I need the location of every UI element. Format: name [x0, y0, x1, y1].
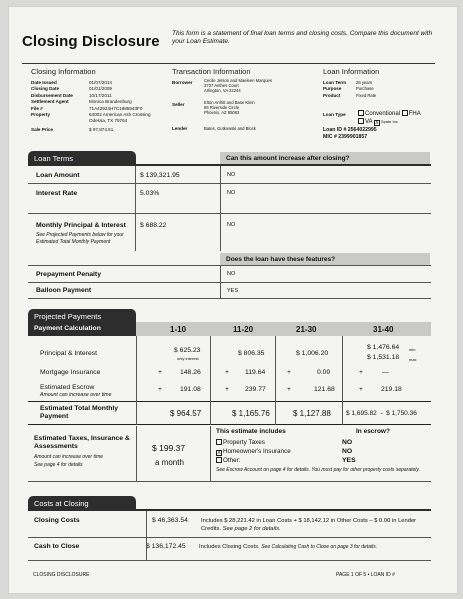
balloon-label: Balloon Payment: [36, 287, 92, 294]
prepayment-label: Prepayment Penalty: [36, 271, 101, 278]
row-divider: [28, 213, 431, 214]
footer-right: PAGE 1 OF 5 • LOAN ID #: [336, 572, 395, 578]
column-divider: [275, 336, 276, 425]
closing-info-value: Monica Brandenburg: [89, 99, 132, 105]
escrow-value: 219.18: [381, 386, 402, 393]
closing-info-value: 10/17/2011: [89, 92, 112, 98]
borrower-line: Arlington, VA 22244: [204, 87, 241, 93]
taxes-label: Estimated Taxes, Insurance & Assessments: [34, 435, 130, 450]
interest-rate-value: 5.03%: [140, 190, 160, 197]
plus-sign: +: [158, 386, 162, 393]
escrow-answers: [342, 438, 356, 465]
option-label: VA: [365, 119, 373, 125]
balloon-answer: YES: [227, 288, 239, 294]
features-question: Does the loan have these features?: [220, 253, 430, 266]
plus-sign: +: [359, 369, 363, 376]
closing-info-value: 01/07/2014: [89, 80, 112, 85]
cash-to-close-amount: $ 136,172.45: [146, 543, 186, 550]
closing-info-label: Settlement Agent: [31, 99, 69, 105]
closing-info-value: $ 97,874.51: [89, 126, 114, 132]
includes-list: [216, 438, 291, 465]
column-divider: [220, 166, 221, 251]
row-divider: [28, 183, 431, 184]
closing-info-label: Closing Date: [31, 86, 60, 92]
column-divider: [342, 336, 343, 425]
plus-sign: +: [225, 369, 229, 376]
closing-info-heading: Closing Information: [31, 67, 96, 76]
escrow-note: Amount can increase over time: [40, 392, 112, 398]
row-divider: [28, 298, 431, 299]
prepayment-answer: NO: [227, 271, 236, 277]
cash-detail-text: Includes Closing Costs.: [199, 544, 260, 550]
mi-value: —: [382, 369, 389, 376]
checkbox-property-taxes[interactable]: [216, 439, 222, 445]
closing-costs-amount: $ 46,363.54: [152, 517, 188, 524]
year-range: 11-20: [233, 325, 254, 334]
borrower-label: Borrower: [172, 80, 193, 85]
pi-min-value: $ 1,476.64: [367, 344, 400, 351]
purpose-label: Purpose: [323, 86, 342, 92]
total-value: $ 964.57: [170, 409, 202, 418]
loan-amount-answer: NO: [227, 172, 236, 178]
pi-value: $ 625.23: [174, 347, 201, 354]
row-divider: [28, 560, 431, 561]
seller-line: Phoenix, AZ 85063: [204, 109, 240, 115]
checkbox-other[interactable]: [216, 457, 222, 463]
closing-costs-detail: [201, 517, 431, 533]
mic-number: MIC # 2399901857: [323, 134, 368, 140]
row-divider: [28, 424, 431, 425]
loan-term-label: Loan Term: [323, 80, 347, 85]
section-rule: [28, 164, 431, 166]
year-range: 31-40: [373, 325, 394, 334]
interest-rate-answer: NO: [227, 190, 236, 196]
header-rule: [22, 63, 435, 64]
includes-heading: This estimate includes: [216, 428, 286, 435]
interest-rate-label: Interest Rate: [36, 190, 78, 197]
loan-amount-value: $ 139,321.95: [140, 172, 180, 179]
costs-at-closing-bar: Costs at Closing: [28, 496, 136, 510]
total-value: $ 1,695.82 - $ 1,750.36: [346, 410, 417, 417]
row-divider: [28, 265, 431, 266]
closing-info-label: Date Issued: [31, 80, 57, 85]
borrower-line: 3737 Anthes Court: [204, 82, 239, 88]
closing-info-label: File #: [31, 105, 43, 111]
loan-term-value: 26 years: [356, 80, 373, 85]
checkbox-other-type[interactable]: X: [375, 120, 379, 126]
closing-info-block: [31, 80, 166, 133]
seller-line: Elton Anfritt and Base Klein: [204, 100, 255, 105]
plus-sign: +: [158, 369, 162, 376]
taxes-value: $ 199.37: [152, 443, 186, 453]
taxes-note: See page 4 for details: [34, 462, 83, 468]
checkbox-fha[interactable]: [402, 110, 408, 116]
intro-text: This form is a statement of final loan terms and closing costs. Compare this document with your Loan Estimate.: [172, 30, 433, 45]
closing-costs-see: See page 2 for details.: [222, 526, 281, 532]
closing-info-value: Odessa, TX 79764: [89, 118, 128, 124]
escrow-heading: In escrow?: [356, 428, 390, 435]
escrow-value: 121.68: [314, 386, 335, 393]
year-range: 1-10: [170, 325, 187, 334]
checkbox-homeowners-insurance[interactable]: X: [217, 450, 221, 456]
seller-block: [204, 101, 255, 115]
loan-info-heading: Loan Information: [323, 67, 380, 76]
row-divider: [28, 282, 431, 283]
footer-left: CLOSING DISCLOSURE: [33, 572, 90, 578]
loan-id: Loan ID # 2564022995: [323, 127, 377, 133]
loan-terms-bar: Loan Terms: [28, 151, 136, 165]
mi-value: 148.26: [180, 369, 201, 376]
lender-line: Bates, Gutkowski and Block: [204, 126, 256, 131]
section-rule: [28, 509, 431, 511]
cash-to-close-detail: [199, 544, 377, 550]
product-label: Product: [323, 92, 341, 98]
borrower-block: [204, 79, 272, 93]
plus-sign: +: [287, 386, 291, 393]
mi-value: 0.00: [317, 369, 331, 376]
plus-sign: +: [359, 386, 363, 393]
column-divider: [136, 336, 137, 425]
escrow-answer: NO: [342, 448, 353, 455]
closing-costs-text: Includes $ 28,221.42 in Loan Costs + $ 18,142.12 in Other Costs – $ 0.00 in Lender Credits.: [201, 518, 417, 532]
includes-item: Property Taxes: [223, 439, 265, 446]
pi-max-value: $ 1,531.18: [367, 354, 400, 361]
loan-amount-label: Loan Amount: [36, 172, 80, 179]
includes-item: Homeowner's Insurance: [223, 448, 291, 455]
pi-label: Principal & Interest: [40, 350, 98, 357]
monthly-pi-note: See Projected Payments below for your Estimated Total Monthly Payment: [36, 232, 124, 245]
cash-to-close-label: Cash to Close: [34, 543, 80, 550]
product-value: Fixed Rate: [356, 92, 377, 98]
total-label: Estimated Total Monthly Payment: [40, 405, 119, 420]
payment-calc-label: Payment Calculation: [34, 325, 101, 332]
lender-label: Lender: [172, 126, 188, 131]
escrow-value: 239.77: [245, 386, 266, 393]
closing-info-value: 64002 American Ash Crossing: [89, 112, 151, 118]
closing-info-value: 71A42924H7C1985543F0: [89, 105, 143, 111]
loan-type-options: [358, 110, 421, 126]
closing-costs-label: Closing Costs: [34, 517, 80, 524]
checkbox-conventional[interactable]: [358, 110, 364, 116]
pi-note: only interest: [177, 356, 199, 361]
pi-value: $ 1,006.20: [296, 350, 329, 357]
loan-info-block: [323, 80, 443, 99]
mi-label: Mortgage Insurance: [40, 369, 101, 376]
taxes-period: a month: [155, 458, 184, 467]
taxes-note: Amount can increase over time: [34, 454, 103, 460]
max-label: max: [409, 357, 417, 362]
borrower-line: Cecile Jetson and Maeleen Marques: [204, 78, 272, 83]
increase-question: Can this amount increase after closing?: [220, 152, 430, 165]
column-divider: [146, 511, 147, 560]
option-label: Spate Inc: [380, 119, 398, 124]
monthly-pi-answer: NO: [227, 222, 236, 228]
column-divider: [135, 166, 136, 251]
column-divider: [220, 266, 221, 298]
row-divider: [28, 401, 431, 402]
escrow-answer: YES: [342, 457, 356, 464]
purpose-value: Purchase: [356, 86, 374, 92]
year-range: 21-30: [296, 325, 317, 334]
pi-value: $ 806.35: [238, 350, 265, 357]
closing-info-label: Property: [31, 112, 50, 118]
transaction-info-heading: Transaction Information: [172, 67, 251, 76]
loan-type-label: Loan Type: [323, 112, 346, 117]
escrow-label: Estimated Escrow: [40, 384, 95, 391]
closing-info-value: 01/01/2009: [89, 86, 112, 92]
column-divider: [136, 426, 137, 481]
checkbox-va[interactable]: [358, 118, 364, 124]
row-divider: [28, 537, 431, 538]
column-divider: [210, 426, 211, 481]
row-divider: [28, 481, 431, 482]
seller-label: Seller: [172, 102, 185, 107]
column-divider: [210, 336, 211, 425]
monthly-pi-value: $ 688.22: [140, 222, 167, 229]
min-label: min: [409, 347, 416, 352]
mi-value: 119.64: [245, 369, 266, 376]
option-label: FHA: [408, 111, 421, 117]
escrow-value: 191.08: [180, 386, 201, 393]
page-title: Closing Disclosure: [22, 33, 160, 50]
monthly-pi-label: Monthly Principal & Interest: [36, 222, 126, 229]
closing-info-label: Disbursement Date: [31, 92, 73, 98]
closing-info-label: Sale Price: [31, 126, 53, 132]
includes-item: Other:: [223, 457, 241, 464]
total-value: $ 1,165.76: [232, 409, 270, 418]
plus-sign: +: [287, 369, 291, 376]
plus-sign: +: [225, 386, 229, 393]
cash-detail-see: See Calculating Cash to Close on page 3 for details.: [261, 544, 378, 550]
option-label: Conventional: [365, 111, 401, 117]
total-value: $ 1,127.88: [293, 409, 331, 418]
includes-note: See Escrow Account on page 4 for details. You must pay for other property costs separately.: [216, 467, 420, 473]
seller-line: 96 Riverside Circle: [204, 104, 240, 110]
projected-payments-bar: Projected Payments: [28, 309, 136, 323]
escrow-answer: NO: [342, 439, 353, 446]
